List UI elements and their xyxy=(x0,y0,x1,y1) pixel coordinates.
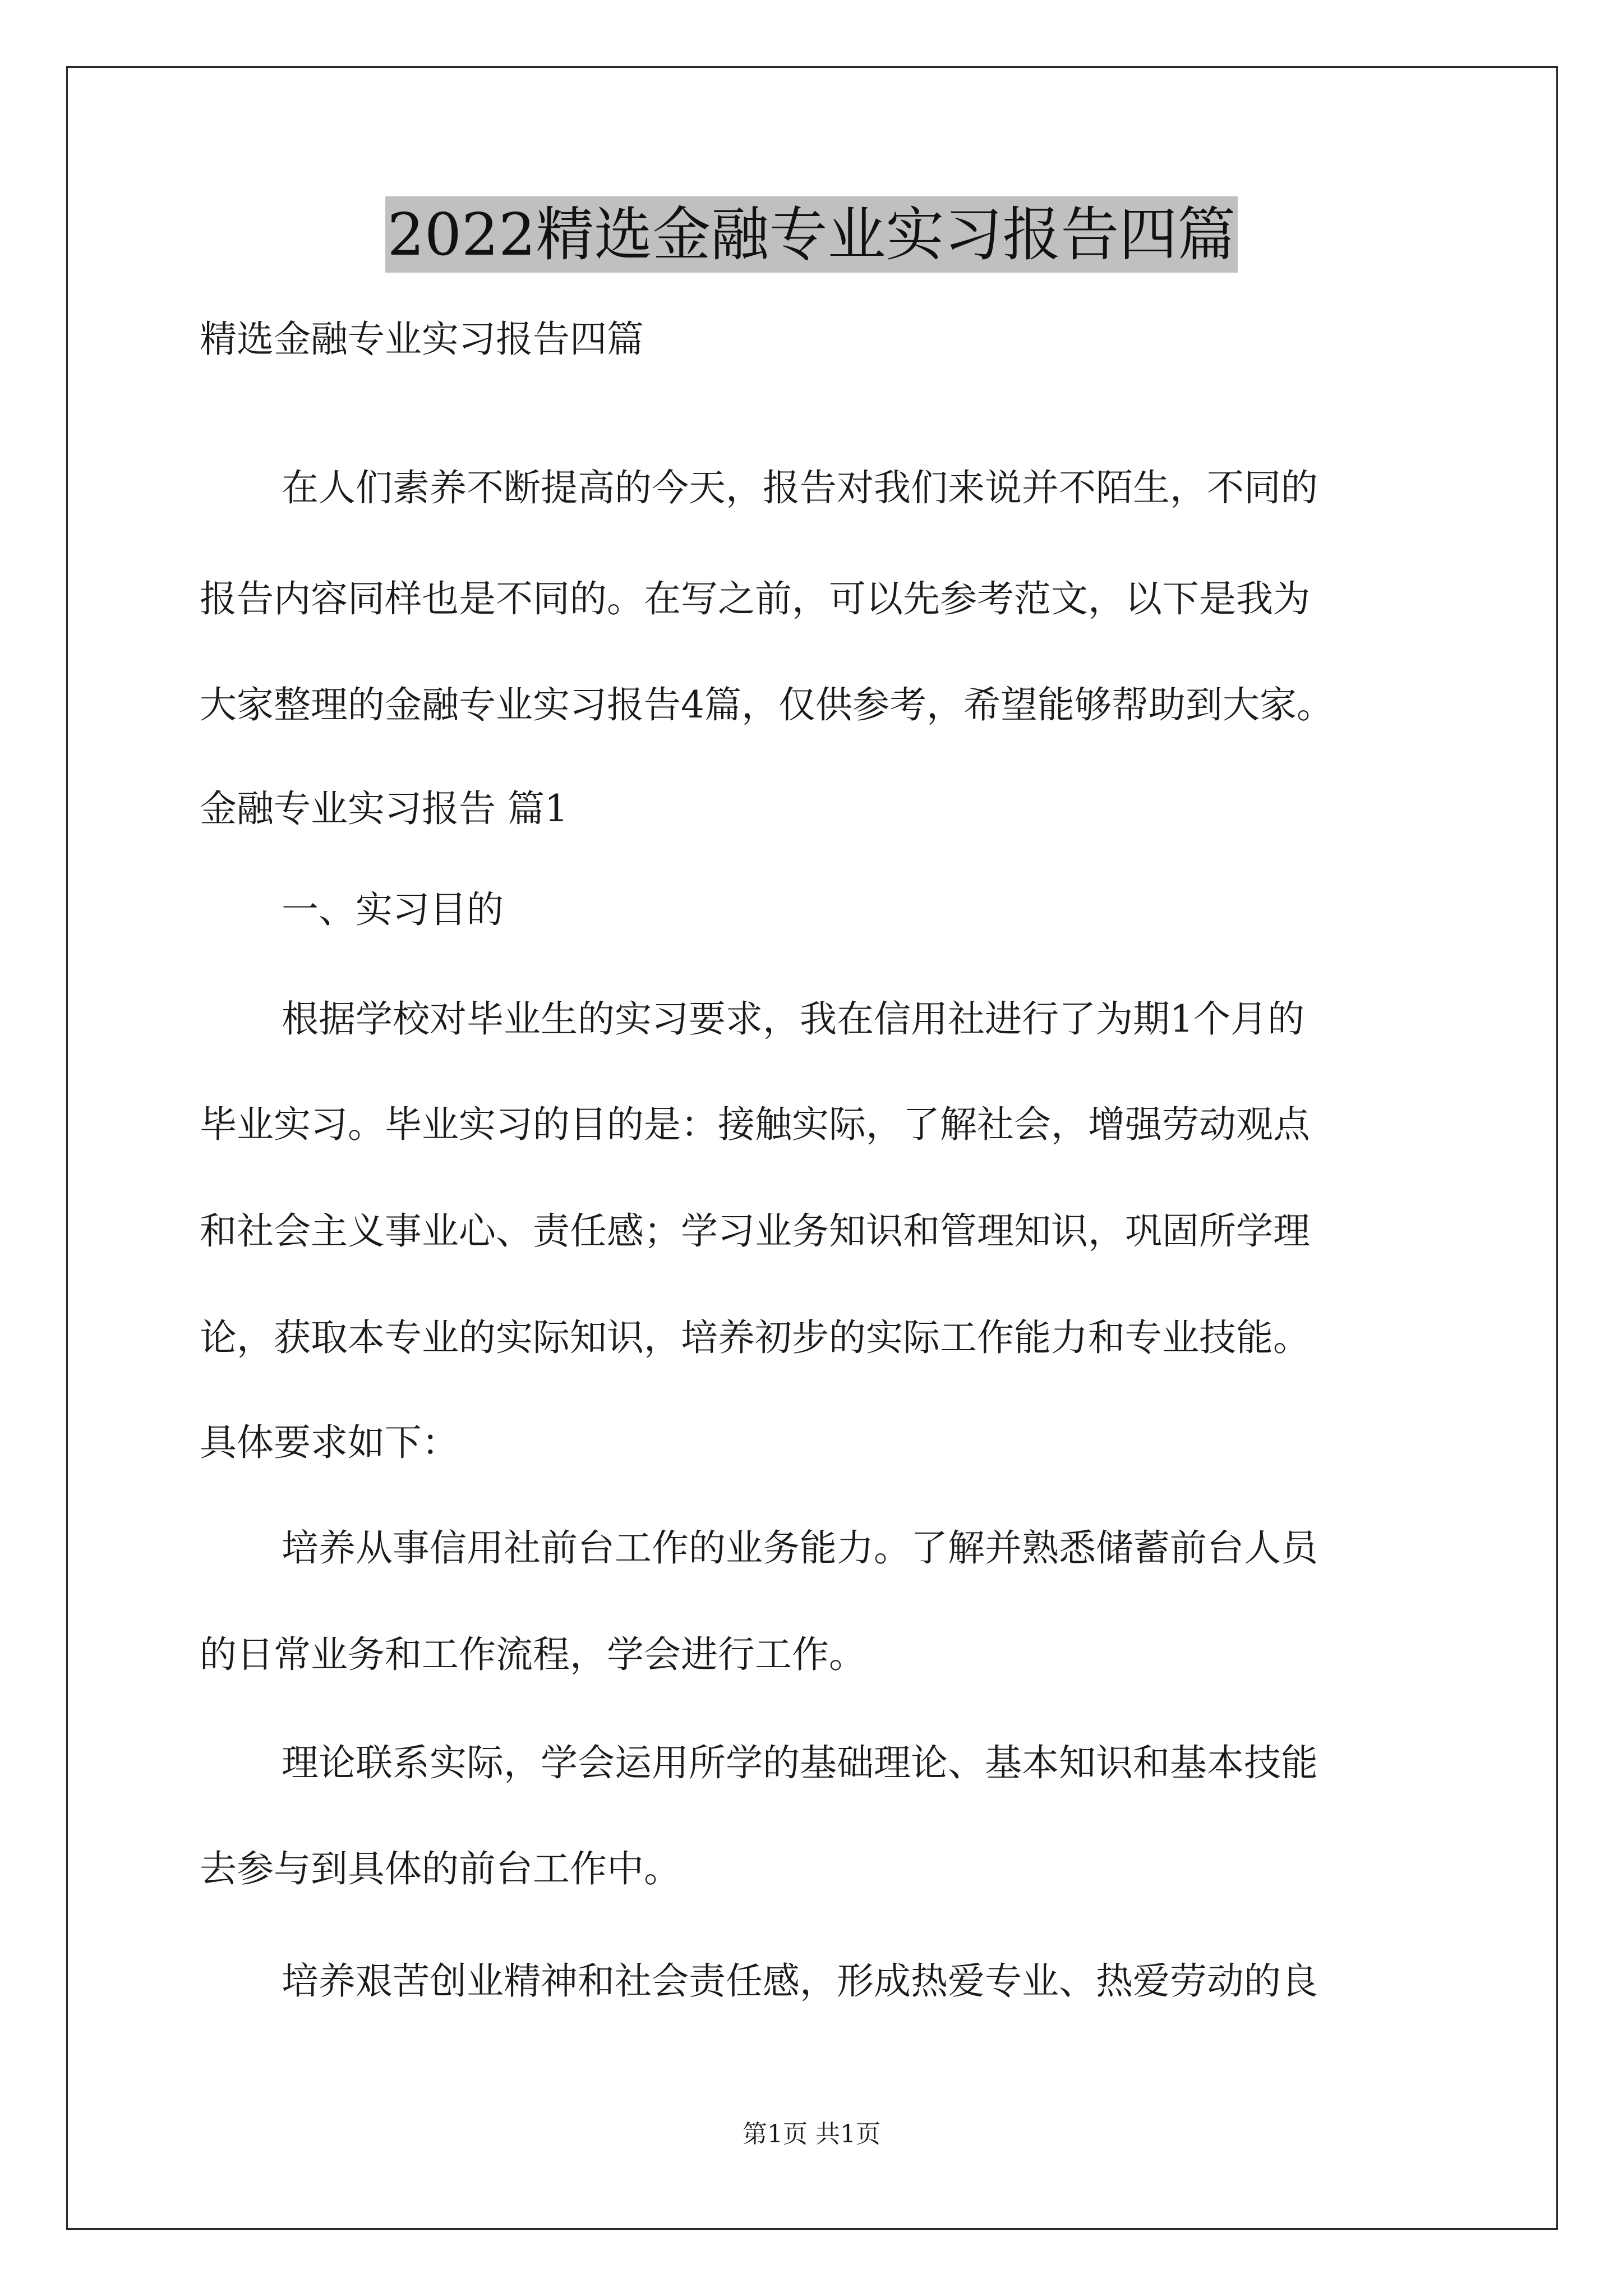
paragraph-line: 大家整理的金融专业实习报告4篇，仅供参考，希望能够帮助到大家。 xyxy=(200,683,1334,726)
paragraph-line: 培养艰苦创业精神和社会责任感，形成热爱专业、热爱劳动的良 xyxy=(282,1959,1318,2003)
paragraph-line: 在人们素养不断提高的今天，报告对我们来说并不陌生，不同的 xyxy=(282,466,1318,509)
document-title: 2022精选金融专业实习报告四篇 xyxy=(385,196,1238,273)
paragraph-line: 根据学校对毕业生的实习要求，我在信用社进行了为期1个月的 xyxy=(282,997,1304,1041)
page-footer: 第1页 共1页 xyxy=(743,2120,880,2148)
paragraph-line: 和社会主义事业心、责任感；学习业务知识和管理知识，巩固所学理 xyxy=(200,1209,1310,1253)
subtitle-line: 精选金融专业实习报告四篇 xyxy=(200,318,644,361)
paragraph-line: 具体要求如下： xyxy=(200,1421,459,1464)
subsection-heading: 一、实习目的 xyxy=(282,888,504,931)
paragraph-line: 培养从事信用社前台工作的业务能力。了解并熟悉储蓄前台人员 xyxy=(282,1526,1318,1570)
paragraph-line: 理论联系实际，学会运用所学的基础理论、基本知识和基本技能 xyxy=(282,1741,1318,1784)
paragraph-line: 论，获取本专业的实际知识，培养初步的实际工作能力和专业技能。 xyxy=(200,1316,1310,1359)
section-heading: 金融专业实习报告 篇1 xyxy=(200,787,568,830)
title-container xyxy=(0,196,1623,273)
paragraph-line: 去参与到具体的前台工作中。 xyxy=(200,1847,681,1890)
paragraph-line: 毕业实习。毕业实习的目的是：接触实际，了解社会，增强劳动观点 xyxy=(200,1103,1310,1146)
paragraph-line: 报告内容同样也是不同的。在写之前，可以先参考范文，以下是我为 xyxy=(200,577,1310,620)
paragraph-line: 的日常业务和工作流程，学会进行工作。 xyxy=(200,1633,866,1676)
